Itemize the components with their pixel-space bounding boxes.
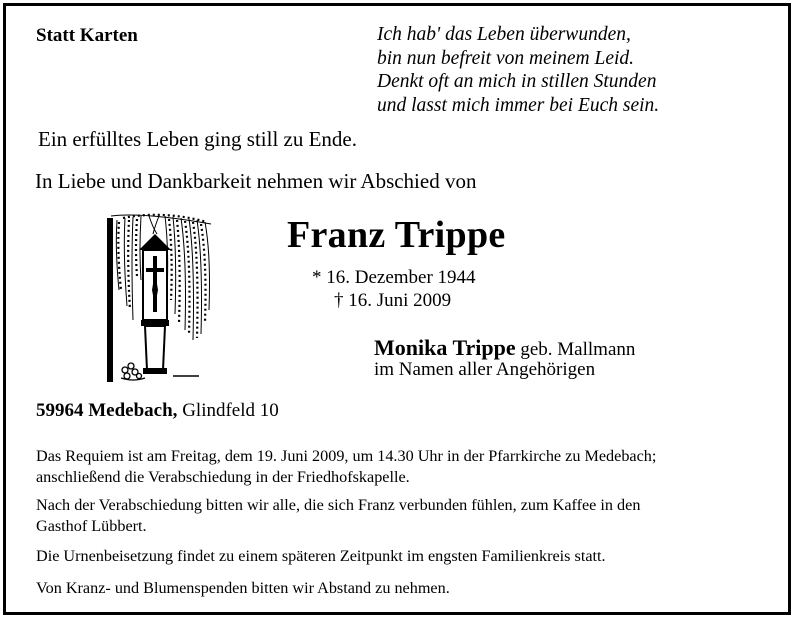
coffee-paragraph: [36, 495, 640, 537]
intro-line: In Liebe und Dankbarkeit nehmen wir Abschied von: [35, 169, 477, 193]
poem-line: und lasst mich immer bei Euch sein.: [377, 94, 660, 116]
birth-date: * 16. Dezember 1944: [312, 267, 476, 288]
mourner-maiden-name: geb. Mallmann: [520, 339, 636, 360]
poem-verse: [377, 23, 659, 117]
paragraph-line: anschließend die Verabschiedung in der Friedhofskapelle.: [36, 468, 410, 486]
paragraph-line: Gasthof Lübbert.: [36, 517, 147, 535]
death-date: † 16. Juni 2009: [334, 290, 452, 311]
street: Glindfeld 10: [182, 400, 279, 421]
urn-paragraph: [36, 546, 606, 567]
postal-city: 59964 Medebach,: [36, 400, 178, 421]
intro-line: Ein erfülltes Leben ging still zu Ende.: [38, 127, 357, 151]
paragraph-line: Nach der Verabschiedung bitten wir alle, die sich Franz verbunden fühlen, zum Kaffee in den: [36, 496, 641, 514]
address: [36, 400, 279, 422]
post-left: [107, 218, 113, 382]
flowers: [121, 363, 145, 380]
poem-line: Ich hab' das Leben überwunden,: [377, 24, 631, 45]
paragraph-line: Die Urnenbeisetzung findet zu einem späteren Zeitpunkt im engsten Familienkreis statt.: [36, 547, 606, 565]
wreath-paragraph: [36, 578, 450, 599]
wayside-cross-willow-icon: [103, 210, 215, 386]
poem-line: Denkt oft an mich in stillen Stunden: [377, 71, 657, 93]
deceased-name: Franz Trippe: [287, 214, 506, 256]
paragraph-line: Das Requiem ist am Freitag, dem 19. Juni 2009, um 14.30 Uhr in der Pfarrkirche zu Medebach;: [36, 447, 657, 465]
poem-line: bin nun befreit von meinem Leid.: [377, 47, 635, 69]
on-behalf-line: im Namen aller Angehörigen: [374, 359, 596, 380]
requiem-paragraph: [36, 446, 656, 488]
wayside-shrine: [139, 234, 171, 374]
paragraph-line: Von Kranz- und Blumenspenden bitten wir Abstand zu nehmen.: [36, 579, 450, 597]
statt-karten-label: Statt Karten: [36, 25, 138, 46]
mourner-name: Monika Trippe: [374, 335, 516, 360]
mourner-line: [374, 335, 635, 361]
